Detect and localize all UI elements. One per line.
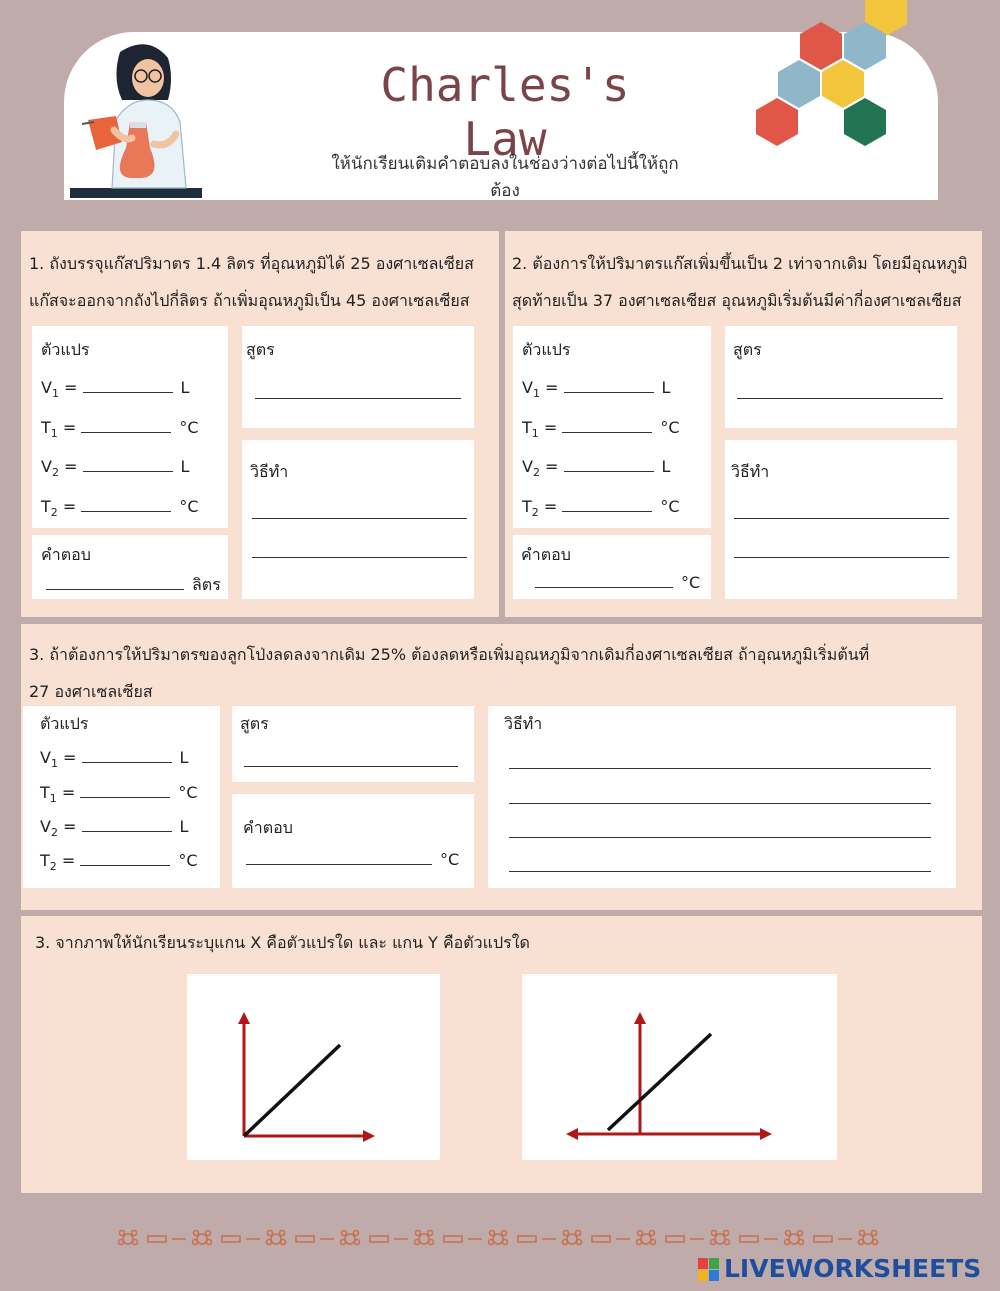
page-subtitle: ให้นักเรียนเติมคำตอบลงในช่องว่างต่อไปนี้ให้ถูกต้อง — [331, 154, 679, 201]
q1-v2-row: $V_2 = L$ — [41, 457, 190, 480]
q1-v1-row: $V_1 = L$ — [41, 378, 190, 401]
q1-variables-label: ตัวแปร — [41, 340, 90, 359]
graph-1-box — [187, 974, 440, 1160]
q3-v2-row: $V_2 = L$ — [40, 817, 189, 840]
q3-t1-row: $T_1 = ^\circ C$ — [40, 783, 198, 806]
q2-v2-input[interactable] — [564, 471, 654, 472]
footer-decoration — [110, 1226, 890, 1252]
q1-method-label: วิธีทำ — [250, 462, 289, 481]
q3-method-box — [488, 706, 956, 888]
q1-formula-input[interactable] — [255, 398, 461, 399]
q2-answer-row: °C — [535, 573, 700, 592]
q2-method-line-1[interactable] — [734, 518, 949, 519]
graph-1-y-arrow-icon — [238, 1012, 250, 1024]
q1-method-line-2[interactable] — [252, 557, 467, 558]
q1-t2-input[interactable] — [81, 511, 171, 512]
question-1-panel — [21, 231, 499, 617]
q1-method-line-1[interactable] — [252, 518, 467, 519]
q1-answer-input[interactable] — [46, 589, 184, 590]
q2-method-box — [725, 440, 957, 599]
q1-answer-box — [32, 535, 228, 599]
graph-1 — [187, 974, 440, 1160]
q3-variables-label: ตัวแปร — [40, 714, 89, 733]
question-2-panel — [505, 231, 982, 617]
q2-answer-input[interactable] — [535, 587, 673, 588]
q1-t1-row: $T_1 = ^\circ C$ — [41, 418, 199, 441]
q2-formula-box — [725, 326, 957, 428]
q3-method-line-3[interactable] — [509, 837, 931, 838]
q1-t2-row: $T_2 = ^\circ C$ — [41, 497, 199, 520]
q3-v1-input[interactable] — [82, 762, 172, 763]
q2-t1-row: $T_1 = ^\circ C$ — [522, 418, 680, 441]
q2-t2-row: $T_2 = ^\circ C$ — [522, 497, 680, 520]
q2-answer-box — [513, 535, 711, 599]
page-title: Charles's Law — [380, 58, 630, 166]
q2-v2-row: $V_2 = L$ — [522, 457, 671, 480]
q3-t2-row: $T_2 = ^\circ C$ — [40, 851, 198, 874]
q3-t1-input[interactable] — [80, 797, 170, 798]
q3-answer-row: °C — [246, 850, 459, 869]
q3-t2-input[interactable] — [80, 865, 170, 866]
q3-v2-input[interactable] — [82, 831, 172, 832]
q1-formula-box — [242, 326, 474, 428]
q3-variables-box — [23, 706, 220, 888]
q1-answer-label: คำตอบ — [41, 545, 91, 564]
q1-v1-input[interactable] — [83, 392, 173, 393]
q3-formula-box — [232, 706, 474, 782]
q3-answer-box — [232, 794, 474, 888]
q2-v1-input[interactable] — [564, 392, 654, 393]
q2-variables-label: ตัวแปร — [522, 340, 571, 359]
brand-wordmark[interactable]: LIVEWORKSHEETS — [724, 1254, 982, 1283]
q1-t1-input[interactable] — [81, 432, 171, 433]
q2-method-label: วิธีทำ — [731, 462, 770, 481]
q2-answer-label: คำตอบ — [521, 545, 571, 564]
graph-2 — [522, 974, 837, 1160]
question-2-text: 2. ต้องการให้ปริมาตรแก๊สเพิ่มขึ้นเป็น 2 เท่าจากเดิม โดยมีอุณหภูมิ สุดท้ายเป็น 37 องศาเซลเซียส อุณหภูมิเริ่มต้นมีค่ากี่องศาเซลเซียส — [512, 254, 968, 310]
q2-variables-box — [513, 326, 711, 528]
q2-formula-input[interactable] — [737, 398, 943, 399]
q1-formula-label: สูตร — [246, 340, 275, 359]
hexagon-decoration — [755, 0, 915, 146]
q3-answer-input[interactable] — [246, 864, 432, 865]
q1-v2-input[interactable] — [83, 471, 173, 472]
q2-t2-input[interactable] — [562, 511, 652, 512]
q3-method-line-2[interactable] — [509, 803, 931, 804]
graph-2-x-left-arrow-icon — [566, 1128, 578, 1140]
q3-answer-label: คำตอบ — [243, 818, 293, 837]
q3-method-line-1[interactable] — [509, 768, 931, 769]
question-3-text: 3. ถ้าต้องการให้ปริมาตรของลูกโป่งลดลงจากเดิม 25% ต้องลดหรือเพิ่มอุณหภูมิจากเดิมกี่องศาเซลเซียส ถ้าอุณหภูมิเริ่มต้นที่ 27 องศาเซลเซียส — [29, 645, 870, 701]
question-1-text: 1. ถังบรรจุแก๊สปริมาตร 1.4 ลิตร ที่อุณหภูมิได้ 25 องศาเซลเซียส แก๊สจะออกจากถังไปกี่ลิตร ถ้าเพิ่มอุณหภูมิเป็น 45 องศาเซลเซียส — [29, 254, 474, 310]
graph-1-line — [244, 1045, 340, 1136]
question-4-panel — [21, 916, 982, 1193]
q2-v1-row: $V_1 = L$ — [522, 378, 671, 401]
graph-2-y-arrow-icon — [634, 1012, 646, 1024]
question-4-text: 3. จากภาพให้นักเรียนระบุแกน X คือตัวแปรใด และ แกน Y คือตัวแปรใด — [35, 933, 530, 952]
q3-method-line-4[interactable] — [509, 871, 931, 872]
liveworksheets-logo-icon — [698, 1258, 720, 1282]
question-3-panel — [21, 624, 982, 910]
q3-method-label: วิธีทำ — [504, 714, 543, 733]
q3-v1-row: $V_1 = L$ — [40, 748, 189, 771]
graph-2-line — [608, 1034, 711, 1130]
graph-1-x-arrow-icon — [363, 1130, 375, 1142]
q2-method-line-2[interactable] — [734, 557, 949, 558]
q2-formula-label: สูตร — [733, 340, 762, 359]
q2-t1-input[interactable] — [562, 432, 652, 433]
q1-method-box — [242, 440, 474, 599]
graph-2-box — [522, 974, 837, 1160]
q1-variables-box — [32, 326, 228, 528]
scientist-illustration — [68, 38, 208, 200]
q3-formula-input[interactable] — [244, 766, 458, 767]
graph-2-x-right-arrow-icon — [760, 1128, 772, 1140]
q3-formula-label: สูตร — [240, 714, 269, 733]
q1-answer-row: ลิตร — [46, 573, 221, 598]
